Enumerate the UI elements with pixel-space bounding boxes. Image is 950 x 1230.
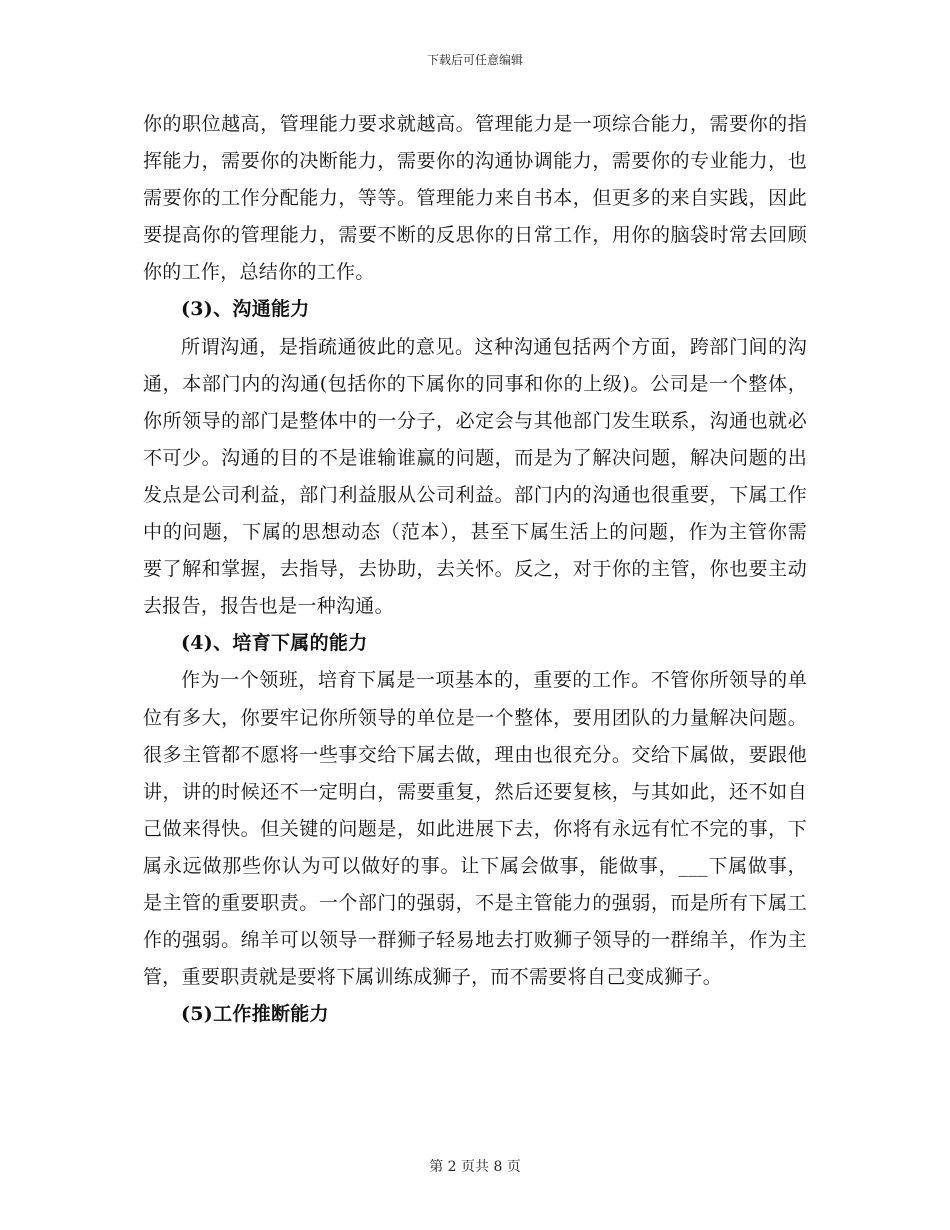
- paragraph-training-subordinates: 作为一个领班，培育下属是一项基本的，重要的工作。不管你所领导的单位有多大，你要牢记你所领导的单位是一个整体，要用团队的力量解决问题。很多主管都不愿将一些事交给下属去做，理由也很充分。交给下属做，要跟他讲，讲的时候还不一定明白，需要重复，然后还要复核，与其如此，还不如自己做来得快。但关键的问题是，如此进展下去，你将有永远有忙不完的事，下属永远做那些你认为可以做好的事。让下属会做事，能做事，___下属做事，是主管的重要职责。一个部门的强弱，不是主管能力的强弱，而是所有下属工作的强弱。绵羊可以领导一群狮子轻易地去打败狮子领导的一群绵羊，作为主管，重要职责就是要将下属训练成狮子，而不需要将自己变成狮子。: [143, 669, 807, 989]
- paragraph-management-ability: 你的职位越高，管理能力要求就越高。管理能力是一项综合能力，需要你的指挥能力，需要你的决断能力，需要你的沟通协调能力，需要你的专业能力，也需要你的工作分配能力，等等。管理能力来自书本，但更多的来自实践，因此要提高你的管理能力，需要不断的反思你的日常工作，用你的脑袋时常去回顾你的工作，总结你的工作。: [143, 113, 807, 284]
- heading-training-subordinates: (4)、培育下属的能力: [181, 632, 368, 655]
- document-body: [143, 106, 807, 1033]
- page-number-footer: 第 2 页共 8 页: [429, 1159, 521, 1175]
- page-header: 下载后可任意编辑: [426, 53, 523, 67]
- paragraph-communication: 所谓沟通，是指疏通彼此的意见。这种沟通包括两个方面，跨部门间的沟通，本部门内的沟通(包括你的下属你的同事和你的上级)。公司是一个整体，你所领导的部门是整体中的一分子，必定会与其他部门发生联系，沟通也就必不可少。沟通的目的不是谁输谁赢的问题，而是为了解决问题，解决问题的出发点是公司利益，部门利益服从公司利益。部门内的沟通也很重要，下属工作中的问题，下属的思想动态（范本），甚至下属生活上的问题，作为主管你需要了解和掌握，去指导，去协助，去关怀。反之，对于你的主管，你也要主动去报告，报告也是一种沟通。: [143, 335, 807, 618]
- heading-communication-ability: (3)、沟通能力: [181, 298, 310, 321]
- heading-work-judgment: (5)工作推断能力: [181, 1003, 329, 1026]
